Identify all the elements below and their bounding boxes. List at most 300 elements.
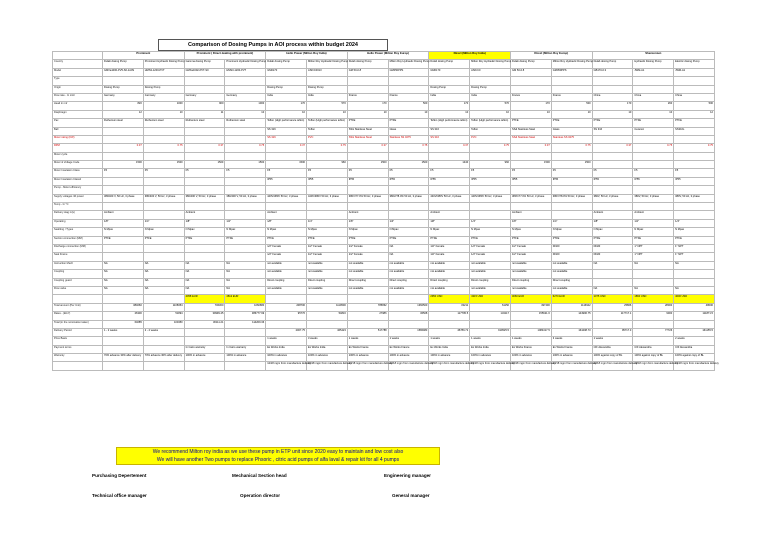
table-cell: Ex Works India — [306, 345, 347, 353]
table-cell: 1 weeks — [510, 337, 551, 345]
table-cell — [429, 152, 470, 160]
table-cell — [674, 186, 715, 194]
table-cell: 12/18 mgm from manufacture delivery — [674, 362, 715, 370]
table-cell — [103, 177, 144, 185]
table-cell — [633, 152, 674, 160]
table-cell: 820 — [103, 102, 144, 110]
table-cell — [347, 85, 388, 93]
table-row — [53, 161, 715, 169]
table-cell: 960 — [470, 161, 511, 169]
table-cell: NA — [184, 270, 225, 278]
row-label: Country — [53, 60, 103, 68]
table-cell: NA — [225, 278, 266, 286]
table-cell: Germany — [225, 93, 266, 101]
table-cell: SS 316 — [266, 127, 307, 135]
table-cell: 10 — [388, 110, 429, 118]
table-cell: 960 — [306, 161, 347, 169]
table-cell: Dulab dosing Pump — [592, 60, 633, 68]
table-cell: 12/18 mgm from manufacture delivery — [510, 362, 551, 370]
table-cell: not available — [347, 261, 388, 269]
table-cell — [306, 320, 347, 328]
group-header-row — [53, 52, 715, 60]
table-cell: NA — [225, 261, 266, 269]
table-cell: GM050PPS — [551, 68, 592, 76]
table-cell: 1/2" Female — [510, 253, 551, 261]
table-row — [53, 312, 715, 320]
table-cell: India — [266, 93, 307, 101]
table-cell: 161155.5 — [674, 328, 715, 336]
table-cell — [225, 85, 266, 93]
table-cell: 0.75 — [674, 144, 715, 152]
table-cell: 48000 — [674, 303, 715, 311]
table-cell — [592, 135, 633, 143]
table-cell: SS& Stainless Steel — [510, 135, 551, 143]
table-cell: not available — [388, 286, 429, 294]
table-cell: F5 — [633, 169, 674, 177]
table-cell: not available — [347, 286, 388, 294]
table-cell — [592, 186, 633, 194]
table-cell — [225, 362, 266, 370]
group-header: Prominent — [103, 52, 185, 60]
table-cell — [633, 77, 674, 85]
group-header: Hello Power (Milton Roy India) — [266, 52, 348, 60]
table-cell: Dulab dosing Pump — [103, 60, 144, 68]
table-cell — [470, 77, 511, 85]
table-cell: 1586983 — [388, 328, 429, 336]
table-cell — [388, 77, 429, 85]
table-cell: F5 — [225, 169, 266, 177]
row-label: Model — [53, 68, 103, 76]
table-cell: France — [347, 93, 388, 101]
table-cell: 39999.45 — [184, 312, 225, 320]
table-cell — [510, 203, 551, 211]
table-cell: not available — [306, 261, 347, 269]
row-label: Instruction Mech — [53, 261, 103, 269]
table-cell: 384060 — [103, 303, 144, 311]
table-cell: PTFE — [388, 236, 429, 244]
table-row — [53, 345, 715, 353]
table-cell — [592, 85, 633, 93]
table-cell: GM050PPS — [388, 68, 429, 76]
table-cell: N Mpax — [510, 228, 551, 236]
table-cell: SS 316 — [429, 135, 470, 143]
row-label: Motor & Voltage Code — [53, 161, 103, 169]
table-cell: SS& Stainless Steel — [347, 127, 388, 135]
table-cell: Germany — [184, 93, 225, 101]
table-cell: GM 50-0.8 — [510, 68, 551, 76]
table-cell: 1108354 — [143, 303, 184, 311]
table-cell: 10 — [143, 110, 184, 118]
table-cell — [633, 337, 674, 345]
table-cell: 1860 USD — [633, 295, 674, 303]
row-label — [53, 295, 103, 303]
row-label: Motor rating (KW) — [53, 135, 103, 143]
table-cell: 1/4" — [633, 219, 674, 227]
table-cell: 12/18 mgm from manufacture delivery — [633, 362, 674, 370]
table-cell: ASK/C0013 — [306, 68, 347, 76]
table-cell: NA — [388, 244, 429, 252]
table-cell — [633, 320, 674, 328]
table-cell: PTFE — [592, 236, 633, 244]
table-cell: Milton Roy Hydraulic Dosing Pump — [551, 60, 592, 68]
table-cell: 70% advance 30% after delivery — [103, 354, 144, 362]
table-cell — [225, 186, 266, 194]
table-cell — [266, 295, 307, 303]
table-cell — [633, 203, 674, 211]
table-cell: NA — [633, 261, 674, 269]
table-cell: 440V/380V 50 Hz, 3 phase — [470, 194, 511, 202]
table-cell — [143, 253, 184, 261]
table-cell: PVC — [470, 135, 511, 143]
table-cell: 1/2" Female — [429, 253, 470, 261]
table-row — [53, 261, 715, 269]
table-cell: CIF Alexandria — [674, 345, 715, 353]
table-cell: N Mpax — [674, 228, 715, 236]
signature-mechanical: Mechanical Section head — [232, 473, 287, 478]
table-cell: Teflon — [470, 127, 511, 135]
table-cell: 1119500 — [306, 303, 347, 311]
table-cell: N Mpax — [184, 228, 225, 236]
row-label: Coupling — [53, 270, 103, 278]
table-cell: 4058 EUR — [184, 295, 225, 303]
table-cell — [674, 135, 715, 143]
row-label — [53, 362, 103, 370]
table-row — [53, 186, 715, 194]
table-cell: 114209.36 — [225, 320, 266, 328]
table-cell: 100% in advance — [184, 354, 225, 362]
table-cell: 10 — [551, 110, 592, 118]
row-label: Operating — [53, 219, 103, 227]
table-cell: NA — [143, 278, 184, 286]
table-cell — [143, 362, 184, 370]
table-cell: 2 weeks — [674, 337, 715, 345]
table-cell: 1500 — [103, 161, 144, 169]
table-cell: 380V, 50 Hz, 3 phase — [633, 194, 674, 202]
table-cell — [225, 77, 266, 85]
table-cell: 380V/78.0% 50 Hz, 3 phase — [388, 194, 429, 202]
table-cell: 1" NPT — [674, 253, 715, 261]
table-cell — [103, 244, 144, 252]
table-cell: IP55 — [592, 177, 633, 185]
table-cell — [633, 85, 674, 93]
table-cell — [551, 203, 592, 211]
table-cell: 1/2" Female — [306, 244, 347, 252]
table-cell: 100% against copy of BL — [674, 354, 715, 362]
table-cell: 517788 — [347, 328, 388, 336]
table-cell: F5 — [592, 169, 633, 177]
table-cell — [225, 127, 266, 135]
table-cell: Ruthenium steel — [103, 119, 144, 127]
table-cell: N Mpax — [592, 228, 633, 236]
table-cell — [347, 203, 388, 211]
table-cell — [674, 320, 715, 328]
table-cell: N Mpax — [225, 228, 266, 236]
table-cell: Milton Roy Hydraulic Dosing Pump — [306, 60, 347, 68]
table-cell: France — [388, 93, 429, 101]
table-cell: 1/8" — [266, 219, 307, 227]
table-cell: 4660 EUR — [510, 295, 551, 303]
row-label: Rates - (EGY) — [53, 312, 103, 320]
table-cell: Dosing Pump — [103, 85, 144, 93]
table-cell: Ruthenium steel — [184, 119, 225, 127]
table-cell: F5 — [103, 169, 144, 177]
table-cell: 12/18 mgm from manufacture delivery — [388, 362, 429, 370]
table-cell: JWM-A1 — [674, 68, 715, 76]
table-cell: CIF Alexandria — [633, 345, 674, 353]
table-cell: NA — [103, 261, 144, 269]
table-cell: Ceramic — [633, 127, 674, 135]
table-cell — [184, 328, 225, 336]
table-cell — [388, 152, 429, 160]
table-cell: NA — [225, 270, 266, 278]
table-cell: PTFE — [633, 236, 674, 244]
recommendation-banner — [116, 447, 440, 465]
table-cell: 1" NPT — [633, 253, 674, 261]
table-cell: NA — [184, 278, 225, 286]
table-cell: 12/18 mgm from manufacture delivery — [266, 362, 307, 370]
table-cell: India — [429, 93, 470, 101]
table-cell — [470, 211, 511, 219]
table-cell: Dulab dosing Pump — [510, 60, 551, 68]
table-cell: not available — [306, 270, 347, 278]
recommendation-line-2: We will have another Two pumps to replace Phsoric , citric acid pumps of alfa laval & repair kit for all 4 pumps — [156, 457, 400, 463]
table-cell: 12/18 mgm from manufacture delivery — [470, 362, 511, 370]
table-cell: Ambient — [429, 211, 470, 219]
table-cell: 77726 — [633, 328, 674, 336]
table-cell: N Mpax — [266, 228, 307, 236]
table-cell: IP55 — [266, 177, 307, 185]
table-row — [53, 211, 715, 219]
table-cell: DN20 — [551, 253, 592, 261]
table-cell — [306, 152, 347, 160]
row-label: Origin — [53, 85, 103, 93]
table-cell — [184, 186, 225, 194]
row-label: Type — [53, 77, 103, 85]
table-cell — [184, 253, 225, 261]
table-cell: Dulab dosing Pump — [266, 60, 307, 68]
table-cell: 500 — [551, 102, 592, 110]
table-cell: NA — [184, 261, 225, 269]
table-row — [53, 144, 715, 152]
table-cell — [143, 211, 184, 219]
table-cell: NA — [388, 253, 429, 261]
table-cell: 1500 — [143, 161, 184, 169]
table-cell: PTFE — [306, 236, 347, 244]
table-cell: 1000 — [225, 102, 266, 110]
table-cell — [633, 270, 674, 278]
table-cell: 12/18 mgm from manufacture delivery — [429, 362, 470, 370]
table-row — [53, 228, 715, 236]
table-cell — [674, 161, 715, 169]
table-cell: Ambient — [592, 211, 633, 219]
table-row — [53, 169, 715, 177]
table-cell — [184, 337, 225, 345]
table-cell: NA — [225, 286, 266, 294]
table-cell: Dosing Pump — [143, 85, 184, 93]
table-cell — [551, 152, 592, 160]
table-cell: DN20 — [592, 253, 633, 261]
table-cell: 1500 — [266, 161, 307, 169]
table-cell: 1/2" Female — [347, 244, 388, 252]
table-cell: not available — [388, 270, 429, 278]
table-row — [53, 60, 715, 68]
table-cell: Ambient — [510, 211, 551, 219]
table-cell: Gamma dosing Pump — [184, 60, 225, 68]
table-cell: 164408.73 — [551, 328, 592, 336]
table-cell: Ambient — [103, 211, 144, 219]
table-cell — [266, 152, 307, 160]
table-cell: 12/18 mgm from manufacture delivery — [551, 362, 592, 370]
table-cell: SS& Stainless Steel — [347, 135, 388, 143]
table-cell: 26300 — [103, 312, 144, 320]
table-cell: GM0170 — [429, 68, 470, 76]
table-cell: 155621.6 — [510, 312, 551, 320]
table-cell: SS 316 — [429, 127, 470, 135]
row-label: Seal Frame — [53, 253, 103, 261]
table-cell: Direct coupling — [510, 278, 551, 286]
signature-engineering: Engineering manager — [384, 473, 431, 478]
table-cell: 1/2" Female — [510, 244, 551, 252]
group-header: Prominent ( Direct dealing with prominent) — [184, 52, 266, 60]
table-cell: F5 — [347, 169, 388, 177]
table-cell — [592, 320, 633, 328]
table-cell: F5 — [388, 169, 429, 177]
table-cell: 0.75 — [470, 144, 511, 152]
table-cell: PTFE — [470, 236, 511, 244]
table-cell: NA — [143, 286, 184, 294]
table-cell: 1/8" — [510, 219, 551, 227]
table-cell: 380/400 V, 50 Hz, 3 phase — [225, 194, 266, 202]
table-cell: 0.37 — [429, 144, 470, 152]
table-cell: not available — [306, 286, 347, 294]
table-cell — [470, 203, 511, 211]
table-cell: 1360500 — [388, 303, 429, 311]
table-cell: NA — [633, 286, 674, 294]
table-row — [53, 253, 715, 261]
table-cell — [266, 186, 307, 194]
table-cell: N Mpax — [470, 228, 511, 236]
table-row — [53, 320, 715, 328]
table-cell: Ruthenium steel — [225, 119, 266, 127]
table-cell: Teflon (High performance teflon) — [470, 119, 511, 127]
table-cell: F5 — [266, 169, 307, 177]
table-cell — [592, 278, 633, 286]
table-cell — [429, 186, 470, 194]
table-cell: 12/18 mgm from manufacture delivery — [306, 362, 347, 370]
table-cell: IP55 — [551, 177, 592, 185]
table-cell: Ambient — [347, 211, 388, 219]
table-cell: 497400 — [510, 303, 551, 311]
table-cell — [103, 362, 144, 370]
table-cell: 500 — [674, 102, 715, 110]
table-cell: PTFE — [510, 236, 551, 244]
table-cell: 1440 — [429, 161, 470, 169]
table-cell — [225, 135, 266, 143]
table-cell: 440V/380V 50 Hz, 3 phase — [266, 194, 307, 202]
table-cell: 570 — [470, 102, 511, 110]
table-row — [53, 203, 715, 211]
table-cell: PTFE — [184, 236, 225, 244]
row-label: Delivery Period — [53, 328, 103, 336]
table-cell — [306, 211, 347, 219]
table-cell — [306, 203, 347, 211]
table-row — [53, 303, 715, 311]
table-cell: 70% advance 30% after delivery — [143, 354, 184, 362]
table-cell: NA — [674, 286, 715, 294]
table-cell: France — [510, 93, 551, 101]
table-cell — [429, 320, 470, 328]
table-cell: not available — [510, 270, 551, 278]
table-cell — [347, 77, 388, 85]
table-cell — [592, 161, 633, 169]
table-cell — [184, 127, 225, 135]
table-cell: 1/8" — [184, 219, 225, 227]
table-cell — [103, 135, 144, 143]
table-cell — [306, 77, 347, 85]
table-cell: NA — [103, 278, 144, 286]
table-cell — [143, 152, 184, 160]
table-cell: 0.37 — [347, 144, 388, 152]
table-cell: 1500 — [551, 161, 592, 169]
table-cell: 706300 — [184, 303, 225, 311]
table-cell: Stainless SS 0275 — [388, 135, 429, 143]
table-cell: not available — [266, 261, 307, 269]
table-cell: 1/2" Female — [429, 244, 470, 252]
table-cell: IP55 — [674, 177, 715, 185]
table-cell: 0.37 — [266, 144, 307, 152]
table-cell: Germany — [103, 93, 144, 101]
table-cell — [633, 278, 674, 286]
table-cell — [674, 278, 715, 286]
table-cell: 4812 EUR — [225, 295, 266, 303]
table-cell: 10 — [225, 110, 266, 118]
table-cell: 1060680 — [225, 303, 266, 311]
table-cell: 10 — [429, 110, 470, 118]
table-cell — [103, 203, 144, 211]
table-cell — [347, 320, 388, 328]
table-cell — [143, 295, 184, 303]
table-cell — [470, 152, 511, 160]
table-cell: 100% in advance — [225, 354, 266, 362]
table-row — [53, 194, 715, 202]
table-cell — [510, 152, 551, 160]
table-cell — [184, 244, 225, 252]
table-cell: F5 — [143, 169, 184, 177]
table-cell: 170 — [347, 102, 388, 110]
table-cell: Dulab dosing Pump — [347, 60, 388, 68]
table-cell: N Mpax — [306, 228, 347, 236]
table-cell — [143, 135, 184, 143]
row-label: Temp - In °C — [53, 203, 103, 211]
table-cell: GM 50-0.8 — [347, 68, 388, 76]
signature-technical: Technical office manager — [92, 493, 147, 498]
table-cell: IP55 — [510, 177, 551, 185]
table-cell: 30111.21 — [184, 320, 225, 328]
table-cell: NA — [103, 286, 144, 294]
row-label: Seal/ting / Types — [53, 228, 103, 236]
table-cell — [143, 77, 184, 85]
table-cell: 380V/78.0% 50 Hz, 3 phase — [551, 194, 592, 202]
row-label: Total (in the nomination taken) — [53, 320, 103, 328]
table-cell — [551, 85, 592, 93]
table-cell: India — [306, 93, 347, 101]
row-label: Coupling guard — [53, 278, 103, 286]
table-cell: Teflon — [306, 127, 347, 135]
table-cell: not available — [551, 286, 592, 294]
table-cell — [674, 203, 715, 211]
table-cell: 100450 — [143, 320, 184, 328]
table-row — [53, 219, 715, 227]
